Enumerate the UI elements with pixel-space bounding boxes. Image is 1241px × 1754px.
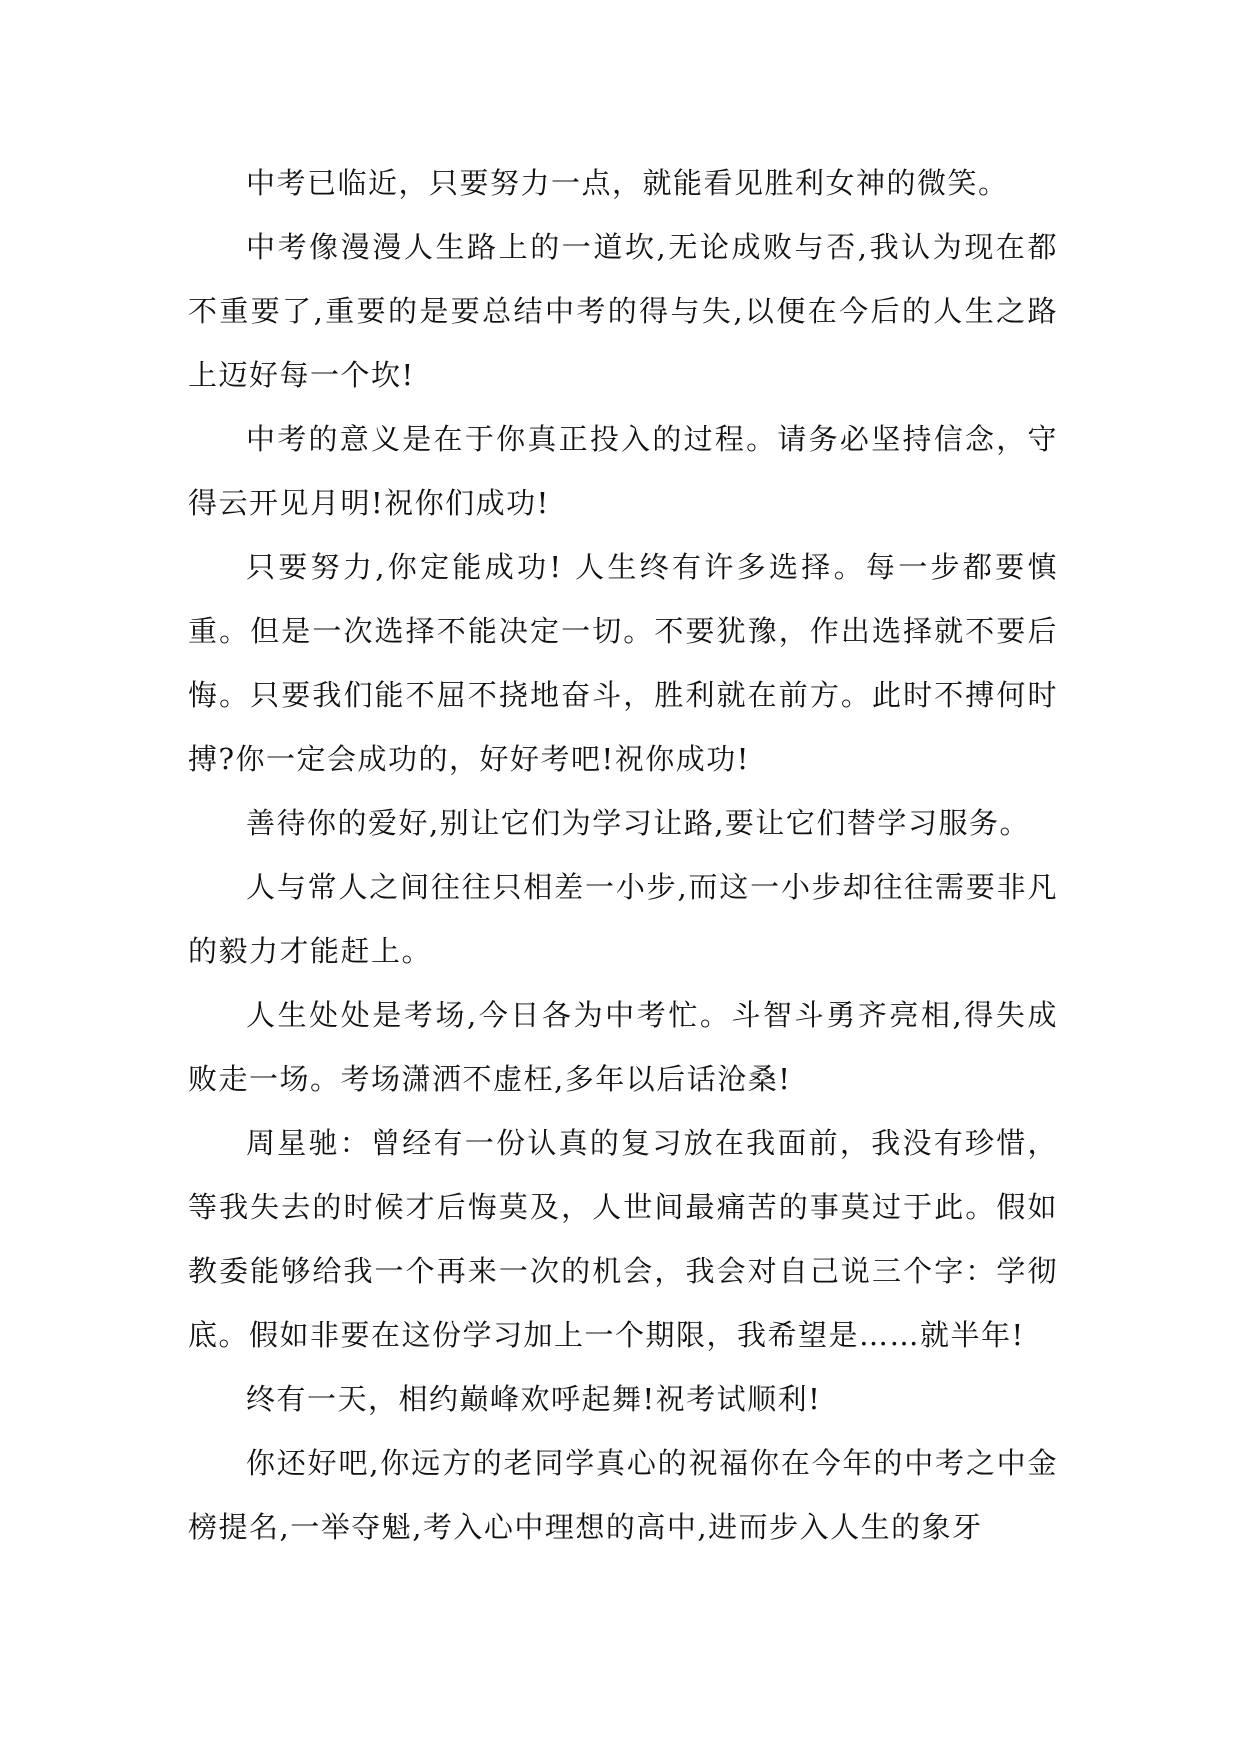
- paragraph: 善待你的爱好,别让它们为学习让路,要让它们替学习服务。: [246, 806, 1030, 840]
- paragraph: 中考的意义是在于你真正投入的过程。请务必坚持信念，守得云开见月明!祝你们成功!: [188, 422, 1058, 520]
- paragraph: 人与常人之间往往只相差一小步,而这一小步却往往需要非凡的毅力才能赶上。: [188, 870, 1058, 968]
- paragraph: 你还好吧,你远方的老同学真心的祝福你在今年的中考之中金榜提名,一举夺魁,考入心中理想的高中,进而步入人生的象牙: [188, 1446, 1058, 1544]
- document-body: [188, 151, 1058, 1559]
- paragraph: 中考已临近，只要努力一点，就能看见胜利女神的微笑。: [246, 166, 1009, 200]
- paragraph: 中考像漫漫人生路上的一道坎,无论成败与否,我认为现在都不重要了,重要的是要总结中考的得与失,以便在今后的人生之路上迈好每一个坎!: [188, 230, 1058, 392]
- paragraph: 周星驰：曾经有一份认真的复习放在我面前，我没有珍惜，等我失去的时候才后悔莫及，人世间最痛苦的事莫过于此。假如教委能够给我一个再来一次的机会，我会对自己说三个字：学彻底。假如非要在这份学习加上一个期限，我希望是……就半年!: [188, 1126, 1058, 1352]
- paragraph: 终有一天，相约巅峰欢呼起舞!祝考试顺利!: [246, 1382, 822, 1416]
- paragraph: 人生处处是考场,今日各为中考忙。斗智斗勇齐亮相,得失成败走一场。考场潇洒不虚枉,多年以后话沧桑!: [188, 998, 1058, 1096]
- paragraph: 只要努力,你定能成功! 人生终有许多选择。每一步都要慎重。但是一次选择不能决定一切。不要犹豫，作出选择就不要后悔。只要我们能不屈不挠地奋斗，胜利就在前方。此时不搏何时搏?你一定会成功的，好好考吧!祝你成功!: [188, 550, 1058, 776]
